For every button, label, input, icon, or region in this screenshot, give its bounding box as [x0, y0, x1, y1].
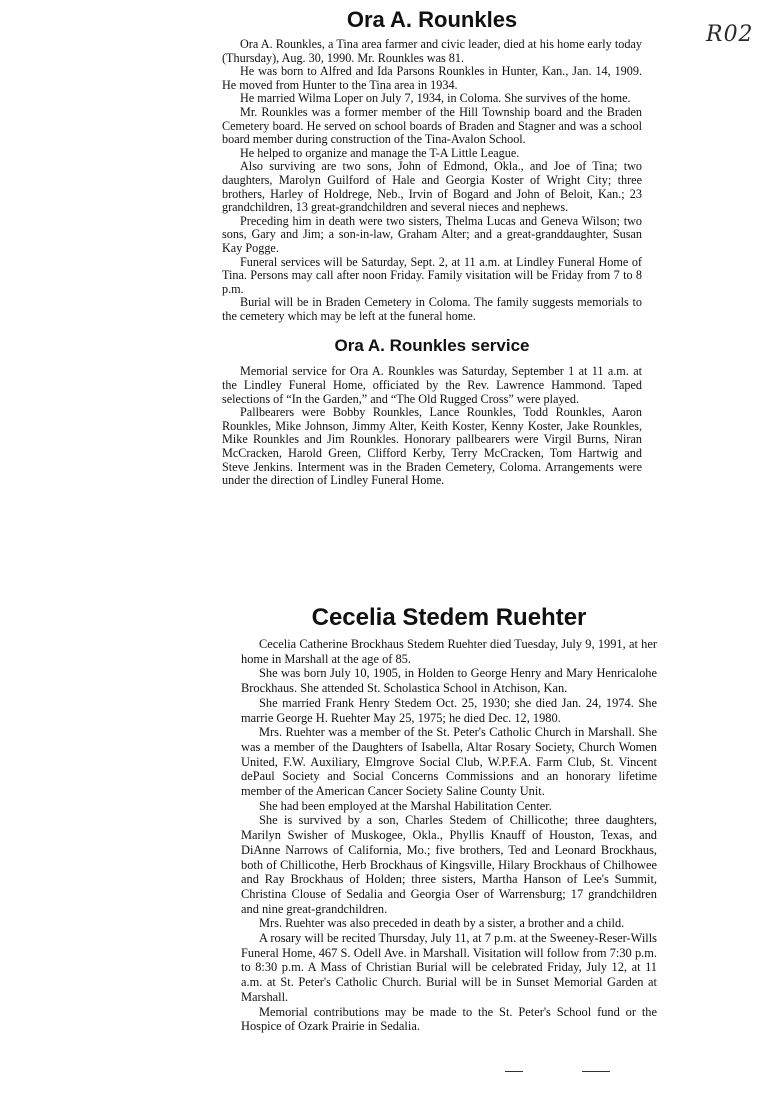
obituary-paragraph: He married Wilma Loper on July 7, 1934, in Coloma. She survives of the home.	[240, 91, 631, 106]
service-paragraph: Pallbearers were Bobby Rounkles, Lance Rounkles, Todd Rounkles, Aaron Rounkles, Mike Johnson, Jimmy Alter, Keith Koster, Kenny Koster, Jake Rounkles, Mike Rounkles and Jim Rounkles. Honorary pallbearers were Virgil Burns, Niran McCracken, Harold Green, Clifford Kerby, Terry McCracken, Tom Hartwig and Steve Jenkins. Interment was in the Braden Cemetery, Coloma. Arrangements were under the direction of Lindley Funeral Home.	[222, 405, 642, 488]
obituary-clipping-rounkles	[222, 6, 642, 488]
obituary-paragraph: Also surviving are two sons, John of Edmond, Okla., and Joe of Tina; two daughters, Marolyn Guilford of Hale and Georgia Koster of Wright City; three brothers, Harley of Holdrege, Neb., Irvin of Bogard and John of Beloit, Kan.; 23 grandchildren, 13 great-grandchildren and several nieces and nephews.	[222, 159, 642, 215]
obituary-paragraph: Burial will be in Braden Cemetery in Coloma. The family suggests memorials to the cemetery which may be left at the funeral home.	[222, 295, 642, 323]
obituary-paragraph: Mrs. Ruehter was a member of the St. Peter's Catholic Church in Marshall. She was a member of the Daughters of Isabella, Altar Rosary Society, Church Women United, F.W. Auxiliary, Elmgrove Social Club, W.P.F.A. Farm Club, St. Vincent dePaul Society and Social Concerns Commissions and an honorary lifetime member of the American Cancer Society Saline County Unit.	[241, 725, 657, 799]
obituary-paragraph: Cecelia Catherine Brockhaus Stedem Ruehter died Tuesday, July 9, 1991, at her home in Marshall at the age of 85.	[241, 637, 657, 666]
service-headline: Ora A. Rounkles service	[334, 336, 530, 356]
obituary-clipping-ruehter	[241, 603, 657, 1034]
obituary-paragraph: Mrs. Ruehter was also preceded in death by a sister, a brother and a child.	[259, 916, 625, 931]
clipping-edge-line	[582, 1071, 610, 1072]
obituary-paragraph: Preceding him in death were two sisters, Thelma Lucas and Geneva Wilson; two sons, Gary and Jim; a son-in-law, Graham Alter; and a great-granddaughter, Susan Kay Pogge.	[222, 213, 642, 255]
obituary-paragraph: Ora A. Rounkles, a Tina area farmer and civic leader, died at his home early today (Thursday), Aug. 30, 1990. Mr. Rounkles was 81.	[222, 37, 642, 65]
obituary-paragraph: Memorial contributions may be made to the St. Peter's School fund or the Hospice of Ozark Prairie in Sedalia.	[241, 1004, 657, 1034]
handwritten-note: R02	[706, 22, 754, 47]
obituary-paragraph: A rosary will be recited Thursday, July 11, at 7 p.m. at the Sweeney-Reser-Wills Funeral Home, 467 S. Odell Ave. in Marshall. Visitation will follow from 7:30 p.m. to 8:30 p.m. A Mass of Christian Burial will be celebrated Friday, July 12, at 11 a.m. at St. Peter's Catholic Church. Burial will be in Sunset Memorial Garden at Marshall.	[241, 931, 657, 1004]
obituary-paragraph: She married Frank Henry Stedem Oct. 25, 1930; she died Jan. 24, 1974. She marrie George H. Ruehter May 25, 1975; he died Dec. 12, 1980.	[241, 695, 657, 725]
obituary-headline: Ora A. Rounkles	[346, 7, 518, 32]
obituary-headline: Cecelia Stedem Ruehter	[311, 604, 587, 631]
clipping-edge-line	[505, 1071, 523, 1072]
service-paragraph: Memorial service for Ora A. Rounkles was Saturday, September 1 at 11 a.m. at the Lindley Funeral Home, officiated by the Rev. Lawrence Hammond. Taped selections of “In the Garden,” and “The Old Rugged Cross” were played.	[222, 364, 642, 406]
obituary-paragraph: Funeral services will be Saturday, Sept. 2, at 11 a.m. at Lindley Funeral Home of Tina. Persons may call after noon Friday. Family visitation will be Friday from 7 to 8 p.m.	[222, 254, 642, 296]
obituary-paragraph: She was born July 10, 1905, in Holden to George Henry and Mary Henricalohe Brockhaus. She attended St. Scholastica School in Atchison, Kan.	[241, 666, 657, 696]
obituary-paragraph: Mr. Rounkles was a former member of the Hill Township board and the Braden Cemetery board. He served on school boards of Braden and Stagner and was a school board member during construction of the Tina-Avalon School.	[222, 104, 642, 147]
obituary-paragraph: She is survived by a son, Charles Stedem of Chillicothe; three daughters, Marilyn Swisher of Muskogee, Okla., Phyllis Knauff of Houston, Texas, and DiAnne Narrows of California, Mo.; five brothers, Ted and Leonard Brockhaus, both of Chillicothe, Herb Brockhaus of Kingsville, Hilary Brockhaus of Chilhowee and Ray Brockhaus of Holden; three sisters, Martha Hanson of Lee's Summit, Christina Clouse of Sedalia and Georgia Oser of Warrensburg; 17 grandchildren and nine great-grandchildren.	[241, 813, 657, 916]
obituary-paragraph: She had been employed at the Marshal Habilitation Center.	[259, 798, 552, 813]
obituary-paragraph: He was born to Alfred and Ida Parsons Rounkles in Hunter, Kan., Jan. 14, 1909. He moved from Hunter to the Tina area in 1934.	[222, 64, 642, 92]
obituary-paragraph: He helped to organize and manage the T-A Little League.	[240, 145, 520, 160]
